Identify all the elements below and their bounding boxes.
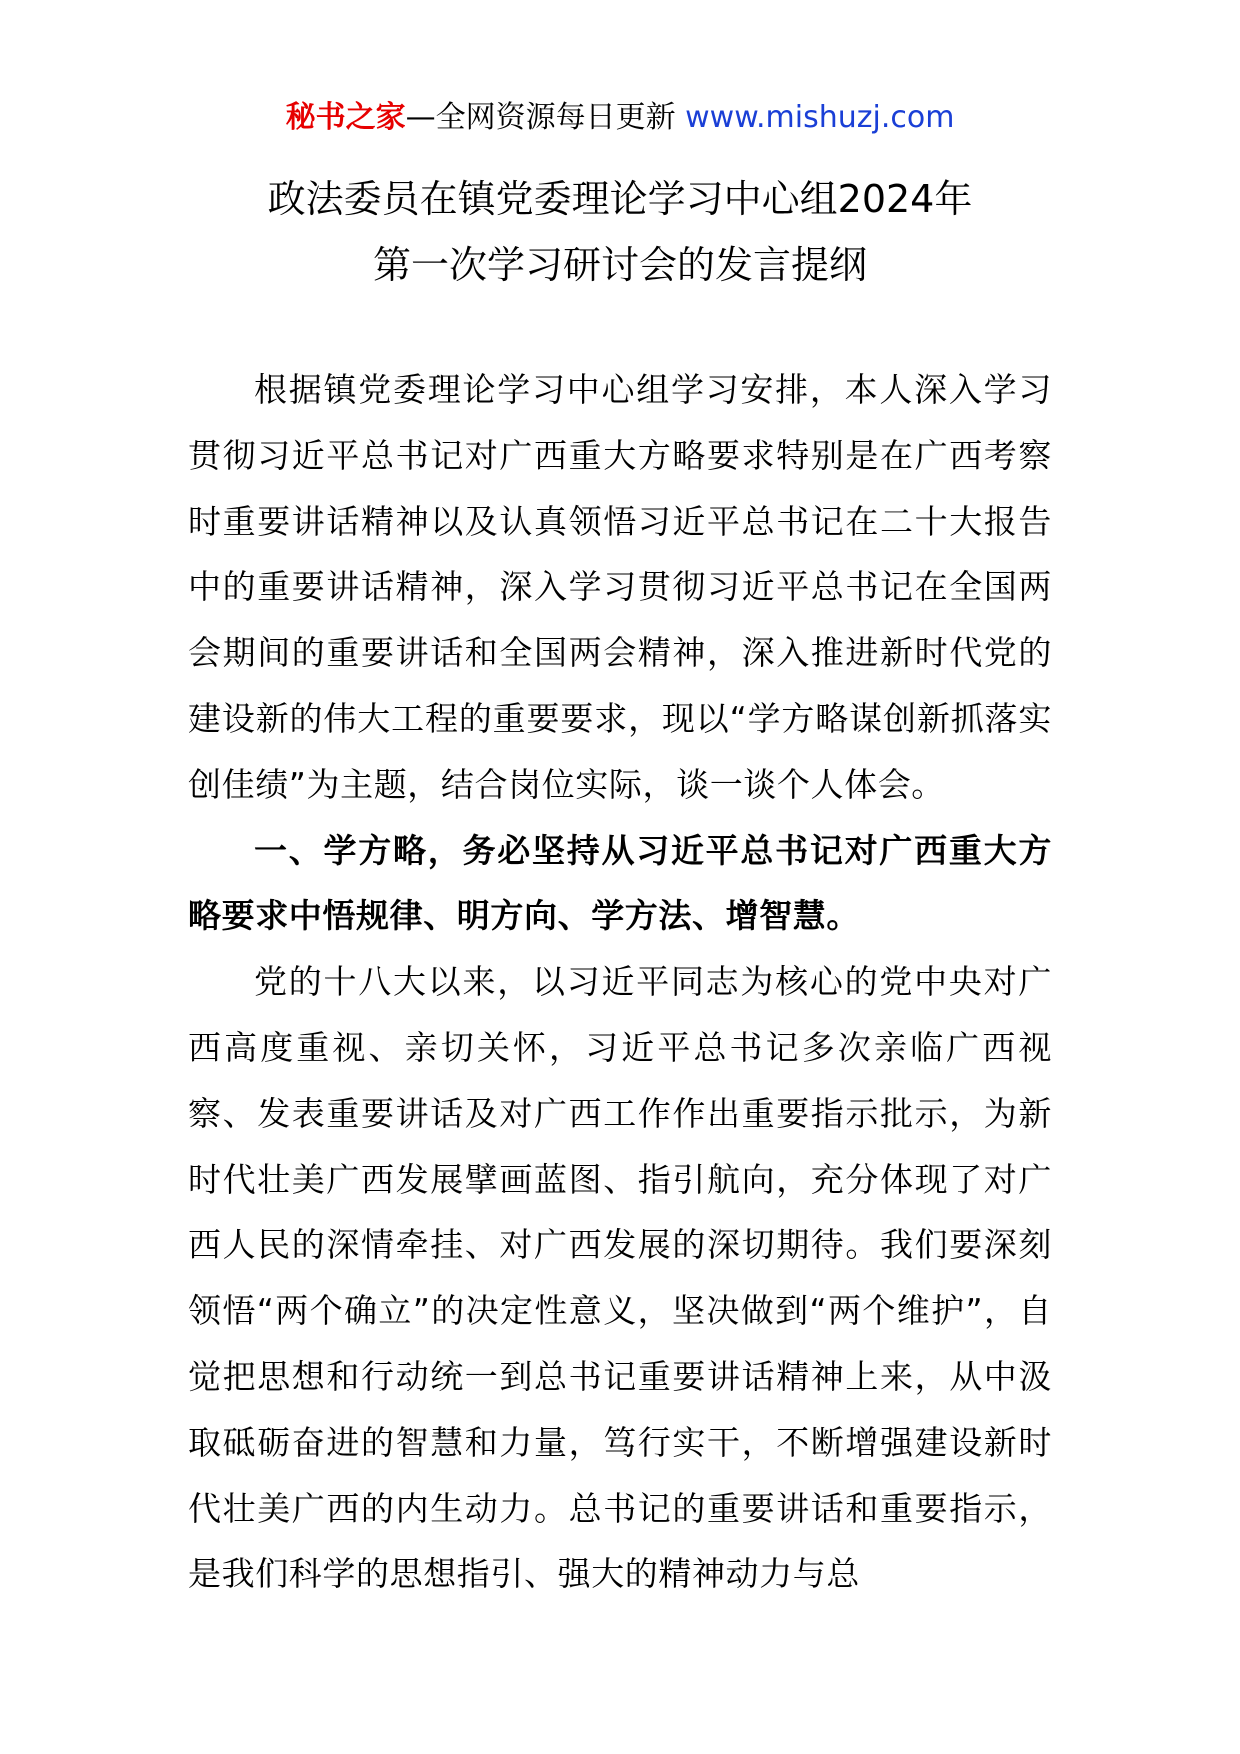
document-body [188,357,1052,1607]
document-title [0,166,1240,298]
section-heading-1: 一、学方略，务必坚持从习近平总书记对广西重大方略要求中悟规律、明方向、学方法、增智慧。 [188,830,1052,936]
site-url-link[interactable]: www.mishuzj.com [685,100,955,135]
site-header [0,98,1240,138]
body-paragraph-2: 党的十八大以来，以习近平同志为核心的党中央对广西高度重视、亲切关怀，习近平总书记多次亲临广西视察、发表重要讲话及对广西工作作出重要指示批示，为新时代壮美广西发展擘画蓝图、指引航向，充分体现了对广西人民的深情牵挂、对广西发展的深切期待。我们要深刻领悟“两个确立”的决定性意义，坚决做到“两个维护”，自觉把思想和行动统一到总书记重要讲话精神上来，从中汲取砥砺奋进的智慧和力量，笃行实干，不断增强建设新时代壮美广西的内生动力。总书记的重要讲话和重要指示，是我们科学的思想指引、强大的精神动力与总 [188,962,1052,1594]
body-paragraph-intro: 根据镇党委理论学习中心组学习安排，本人深入学习贯彻习近平总书记对广西重大方略要求特别是在广西考察时重要讲话精神以及认真领悟习近平总书记在二十大报告中的重要讲话精神，深入学习贯彻习近平总书记在全国两会期间的重要讲话和全国两会精神，深入推进新时代党的建设新的伟大工程的重要要求，现以“学方略谋创新抓落实创佳绩”为主题，结合岗位实际，谈一谈个人体会。 [188,370,1052,804]
header-slogan: 全网资源每日更新 [435,100,676,135]
title-line-1: 政法委员在镇党委理论学习中心组2024年 [267,177,973,221]
brand-name: 秘书之家 [285,100,406,135]
header-dash: — [405,100,436,135]
title-line-2: 第一次学习研讨会的发言提纲 [372,243,867,287]
